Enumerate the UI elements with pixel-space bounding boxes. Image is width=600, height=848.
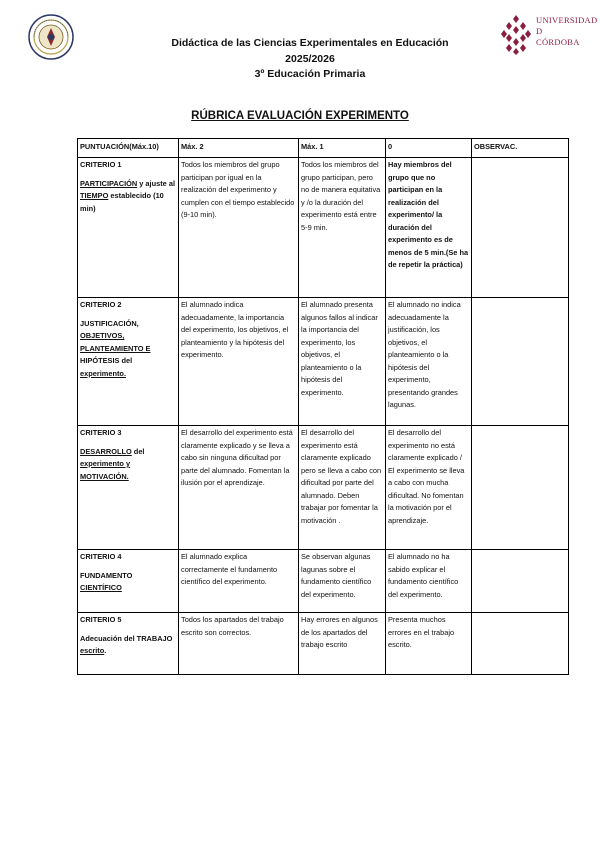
criterion-keyword: PARTICIPACIÓN <box>80 178 138 188</box>
table-row <box>78 426 569 550</box>
criterion-cell <box>78 298 179 426</box>
observations-cell <box>472 298 569 426</box>
max2-description: Todos los apartados del trabajo escrito son correctos. <box>179 613 299 675</box>
table-row <box>78 550 569 613</box>
header-observations: OBSERVAC. <box>472 139 569 158</box>
criterion-keyword: JUSTIFICACIÓN, <box>80 318 139 328</box>
academic-year: 2025/2026 <box>285 52 335 65</box>
observations-cell <box>472 550 569 613</box>
max1-description: El desarrollo del experimento está claramente explicado pero se lleva a cabo con dificultad por parte del alumnado. Deben trabajar por fomentar la motivación . <box>299 426 386 550</box>
university-logo-line-2: D <box>536 26 543 36</box>
criterion-keyword: DESARROLLO <box>80 446 132 456</box>
criterion-cell <box>78 613 179 675</box>
max1-description: Hay errores en algunos de los apartados del trabajo escrito <box>299 613 386 675</box>
faculty-seal-logo <box>28 14 74 60</box>
criterion-keyword: MOTIVACIÓN. <box>80 471 129 481</box>
max1-description: El alumnado presenta algunos fallos al indicar la importancia del experimento, los objetivos, el planteamiento o la hipótesis del experimento. <box>299 298 386 426</box>
max1-description: Se observan algunas lagunas sobre el fundamento científico del experimento. <box>299 550 386 613</box>
rubric-header-row <box>78 139 569 158</box>
criterion-text: del <box>119 356 133 365</box>
university-logo <box>500 13 598 55</box>
zero-description: Presenta muchos errores en el trabajo escrito. <box>386 613 472 675</box>
course-level: 3º Educación Primaria <box>254 68 366 80</box>
criterion-cell <box>78 550 179 613</box>
observations-cell <box>472 158 569 298</box>
zero-description: Hay miembros del grupo que no participan en la realización del experimento/ la duración del experimento es de menos de 5 min.(Se ha de repetir la práctica) <box>386 158 472 298</box>
criterion-keyword: OBJETIVOS, <box>80 331 125 340</box>
criterion-title: CRITERIO 1 <box>80 160 122 169</box>
max2-description: Todos los miembros del grupo participan por igual en la realización del experimento y cumplen con el tiempo establecido (9-10 min). <box>179 158 299 298</box>
criterion-title: CRITERIO 4 <box>80 552 122 561</box>
table-row <box>78 158 569 298</box>
header-score: PUNTUACIÓN(Máx.10) <box>78 139 179 158</box>
header-zero: 0 <box>386 139 472 158</box>
max2-description: El desarrollo del experimento está claramente explicado y se lleva a cabo sin ninguna dificultad por parte del alumnado. Fomentan la ilusión por el aprendizaje. <box>179 426 299 550</box>
university-logo-line-1: UNIVERSIDAD <box>536 15 598 25</box>
observations-cell <box>472 426 569 550</box>
criterion-cell <box>78 158 179 298</box>
criterion-text: . <box>104 646 107 655</box>
header-max-1: Máx. 1 <box>299 139 386 158</box>
criterion-keyword: CIENTÍFICO <box>80 583 122 592</box>
criterion-keyword: HIPÓTESIS <box>80 356 120 365</box>
criterion-text: establecido (10 min) <box>80 191 164 213</box>
criterion-keyword: experimento y <box>80 459 131 468</box>
zero-description: El alumnado no ha sabido explicar el fundamento científico del experimento. <box>386 550 472 613</box>
max2-description: El alumnado indica adecuadamente, la importancia del experimento, los objetivos, el planteamiento y la hipótesis del experimento. <box>179 298 299 426</box>
course-title: Didáctica de las Ciencias Experimentales en Educación <box>171 37 449 49</box>
criterion-title: CRITERIO 2 <box>80 300 122 309</box>
criterion-keyword: escrito <box>80 646 105 655</box>
criterion-title: CRITERIO 5 <box>80 615 122 624</box>
criterion-title: CRITERIO 3 <box>80 428 122 437</box>
criterion-keyword: TIEMPO <box>80 191 109 200</box>
criterion-keyword: FUNDAMENTO <box>80 570 133 580</box>
criterion-keyword: PLANTEAMIENTO E <box>80 343 151 353</box>
criterion-text: y ajuste al <box>137 178 176 188</box>
rubric-table <box>77 138 569 675</box>
zero-description: El alumnado no indica adecuadamente la justificación, los objetivos, el planteamiento o la hipótesis del experimento, presentando grandes lagunas. <box>386 298 472 426</box>
table-row <box>78 613 569 675</box>
criterion-keyword: Adecuación del TRABAJO <box>80 633 173 643</box>
zero-description: El desarrollo del experimento no está claramente explicado / El experimento se lleva a cabo con mucha dificultad. No fomentan la motivación por el aprendizaje. <box>386 426 472 550</box>
header-max-2: Máx. 2 <box>179 139 299 158</box>
criterion-text: del <box>131 446 145 456</box>
criterion-keyword: experimento. <box>80 368 127 378</box>
observations-cell <box>472 613 569 675</box>
document-header <box>110 36 510 83</box>
table-row <box>78 298 569 426</box>
max2-description: El alumnado explica correctamente el fundamento científico del experimento. <box>179 550 299 613</box>
university-logo-line-3: CÓRDOBA <box>536 37 580 47</box>
criterion-cell <box>78 426 179 550</box>
max1-description: Todos los miembros del grupo participan, pero no de manera equitativa y /o la duración del experimento está entre 5-9 min. <box>299 158 386 298</box>
rubric-title: RÚBRICA EVALUACIÓN EXPERIMENTO <box>191 110 409 122</box>
